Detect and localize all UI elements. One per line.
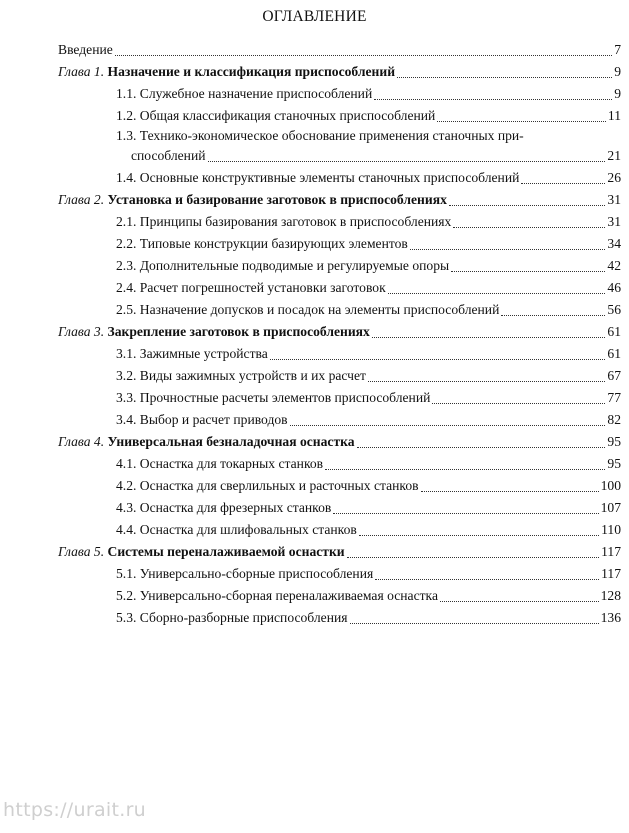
page-number: 95	[607, 456, 621, 471]
toc-entry-text	[116, 211, 451, 233]
chapter-title: Системы переналаживаемой оснастки	[107, 544, 345, 559]
toc-section-4-1[interactable]	[58, 453, 621, 475]
toc-entry-text	[116, 255, 449, 277]
toc-entry-text	[116, 453, 323, 475]
toc-entry-text	[58, 39, 113, 61]
section-text: 1.1. Служебное назначение приспособлений	[116, 86, 373, 101]
section-text: 3.1. Зажимные устройства	[116, 346, 268, 361]
dot-leader	[453, 227, 605, 228]
dot-leader	[350, 623, 599, 624]
toc-entry-text	[58, 541, 345, 563]
page-number: 136	[600, 610, 621, 625]
page-number: 42	[607, 258, 621, 273]
dot-leader	[208, 161, 606, 162]
chapter-label: Глава 3.	[58, 324, 105, 339]
dot-leader	[397, 77, 612, 78]
dot-leader	[421, 491, 599, 492]
dot-leader	[115, 55, 612, 56]
page-number: 107	[600, 500, 621, 515]
toc-section-4-3[interactable]	[58, 497, 621, 519]
toc-entry-text	[116, 563, 373, 585]
toc-entry-text	[116, 365, 366, 387]
toc-chapter-2[interactable]	[58, 189, 621, 211]
toc-section-3-1[interactable]	[58, 343, 621, 365]
page-number: 117	[601, 544, 621, 559]
toc-section-2-2[interactable]	[58, 233, 621, 255]
page-number: 128	[600, 588, 621, 603]
toc-section-5-1[interactable]	[58, 563, 621, 585]
toc-section-1-3-cont[interactable]	[58, 145, 621, 167]
section-text: 5.1. Универсально-сборные приспособления	[116, 566, 374, 581]
page-number: 67	[607, 368, 621, 383]
toc-section-1-4[interactable]	[58, 167, 621, 189]
page-number: 9	[614, 64, 621, 79]
page-title: ОГЛАВЛЕНИЕ	[262, 8, 367, 25]
dot-leader	[410, 249, 606, 250]
chapter-title: Установка и базирование заготовок в приспособлениях	[107, 192, 447, 207]
page-number: 11	[607, 108, 621, 123]
toc-entry-text	[116, 277, 386, 299]
toc-chapter-3[interactable]	[58, 321, 621, 343]
dot-leader	[333, 513, 598, 514]
section-text: 3.4. Выбор и расчет приводов	[116, 412, 288, 427]
dot-leader	[521, 183, 605, 184]
chapter-label: Глава 5.	[58, 544, 105, 559]
section-text: 2.1. Принципы базирования заготовок в приспособлениях	[116, 214, 452, 229]
toc-entry-text	[58, 321, 370, 343]
toc-section-2-5[interactable]	[58, 299, 621, 321]
toc-entry-text	[116, 233, 408, 255]
toc-entry-text	[131, 145, 206, 167]
toc-section-1-2[interactable]	[58, 105, 621, 127]
section-text: 5.3. Сборно-разборные приспособления	[116, 610, 348, 625]
dot-leader	[357, 447, 606, 448]
page-number: 61	[607, 324, 621, 339]
toc-entry-text	[116, 299, 499, 321]
toc-entry-text	[116, 409, 288, 431]
toc-entry-text	[116, 167, 519, 189]
page-number: 26	[607, 170, 621, 185]
dot-leader	[437, 121, 606, 122]
chapter-title: Назначение и классификация приспособлений	[107, 64, 396, 79]
page-number: 7	[614, 42, 621, 57]
chapter-label: Глава 4.	[58, 434, 105, 449]
toc-entry-text	[58, 431, 355, 453]
dot-leader	[449, 205, 606, 206]
page-number: 117	[601, 566, 621, 581]
toc-section-5-3[interactable]	[58, 607, 621, 629]
dot-leader	[368, 381, 605, 382]
dot-leader	[372, 337, 606, 338]
dot-leader	[388, 293, 606, 294]
toc-entry-text	[116, 105, 435, 127]
toc-section-3-2[interactable]	[58, 365, 621, 387]
toc-section-5-2[interactable]	[58, 585, 621, 607]
toc-entry-text	[116, 343, 268, 365]
toc-section-1-1[interactable]	[58, 83, 621, 105]
section-text: 1.2. Общая классификация станочных приспособлений	[116, 108, 436, 123]
dot-leader	[270, 359, 606, 360]
dot-leader	[440, 601, 599, 602]
section-text: 2.3. Дополнительные подводимые и регулируемые опоры	[116, 258, 450, 273]
section-text: 5.2. Универсально-сборная переналаживаемая оснастка	[116, 588, 438, 603]
dot-leader	[347, 557, 599, 558]
page-number: 82	[607, 412, 621, 427]
section-text-continuation: способлений	[131, 148, 206, 163]
chapter-title: Универсальная безналадочная оснастка	[107, 434, 355, 449]
page-number: 100	[600, 478, 621, 493]
toc-intro[interactable]	[58, 39, 621, 61]
toc-section-3-4[interactable]	[58, 409, 621, 431]
toc-section-2-4[interactable]	[58, 277, 621, 299]
section-text: 3.3. Прочностные расчеты элементов приспособлений	[116, 390, 431, 405]
section-text: 3.2. Виды зажимных устройств и их расчет	[116, 368, 366, 383]
dot-leader	[359, 535, 599, 536]
table-of-contents	[58, 39, 621, 629]
page-number: 31	[607, 214, 621, 229]
dot-leader	[451, 271, 605, 272]
section-text: 1.3. Технико-экономическое обоснование применения станочных при-	[116, 128, 524, 143]
section-text: 2.5. Назначение допусков и посадок на элементы приспособлений	[116, 302, 500, 317]
dot-leader	[375, 579, 599, 580]
page-number: 31	[607, 192, 621, 207]
toc-section-3-3[interactable]	[58, 387, 621, 409]
toc-section-2-3[interactable]	[58, 255, 621, 277]
toc-entry-text	[116, 475, 419, 497]
page-number: 110	[601, 522, 621, 537]
watermark: https://urait.ru	[3, 799, 147, 821]
dot-leader	[501, 315, 605, 316]
page-number: 46	[607, 280, 621, 295]
chapter-label: Глава 1.	[58, 64, 105, 79]
intro-text: Введение	[58, 42, 113, 57]
dot-leader	[290, 425, 606, 426]
section-text: 4.4. Оснастка для шлифовальных станков	[116, 522, 357, 537]
toc-entry-text	[116, 607, 348, 629]
toc-section-1-3[interactable]	[58, 127, 621, 145]
page-number: 9	[614, 86, 621, 101]
toc-entry-text	[116, 519, 357, 541]
toc-chapter-4[interactable]	[58, 431, 621, 453]
toc-chapter-5[interactable]	[58, 541, 621, 563]
toc-section-4-4[interactable]	[58, 519, 621, 541]
toc-section-2-1[interactable]	[58, 211, 621, 233]
dot-leader	[374, 99, 612, 100]
section-text: 4.1. Оснастка для токарных станков	[116, 456, 324, 471]
page-number: 95	[607, 434, 621, 449]
dot-leader	[325, 469, 605, 470]
page-number: 56	[607, 302, 621, 317]
page-number: 77	[607, 390, 621, 405]
toc-entry-text	[58, 189, 447, 211]
toc-entry-text	[116, 585, 438, 607]
dot-leader	[432, 403, 605, 404]
toc-entry-text	[116, 497, 331, 519]
toc-entry-text	[58, 61, 395, 83]
toc-chapter-1[interactable]	[58, 61, 621, 83]
page-number: 21	[607, 148, 621, 163]
chapter-title: Закрепление заготовок в приспособлениях	[107, 324, 370, 339]
section-text: 4.2. Оснастка для сверлильных и расточных станков	[116, 478, 419, 493]
section-text: 4.3. Оснастка для фрезерных станков	[116, 500, 332, 515]
page-number: 61	[607, 346, 621, 361]
page-number: 34	[607, 236, 621, 251]
section-text: 1.4. Основные конструктивные элементы станочных приспособлений	[116, 170, 520, 185]
toc-section-4-2[interactable]	[58, 475, 621, 497]
toc-entry-text	[116, 83, 372, 105]
section-text: 2.4. Расчет погрешностей установки заготовок	[116, 280, 386, 295]
section-text: 2.2. Типовые конструкции базирующих элементов	[116, 236, 408, 251]
toc-entry-text	[116, 387, 430, 409]
chapter-label: Глава 2.	[58, 192, 105, 207]
